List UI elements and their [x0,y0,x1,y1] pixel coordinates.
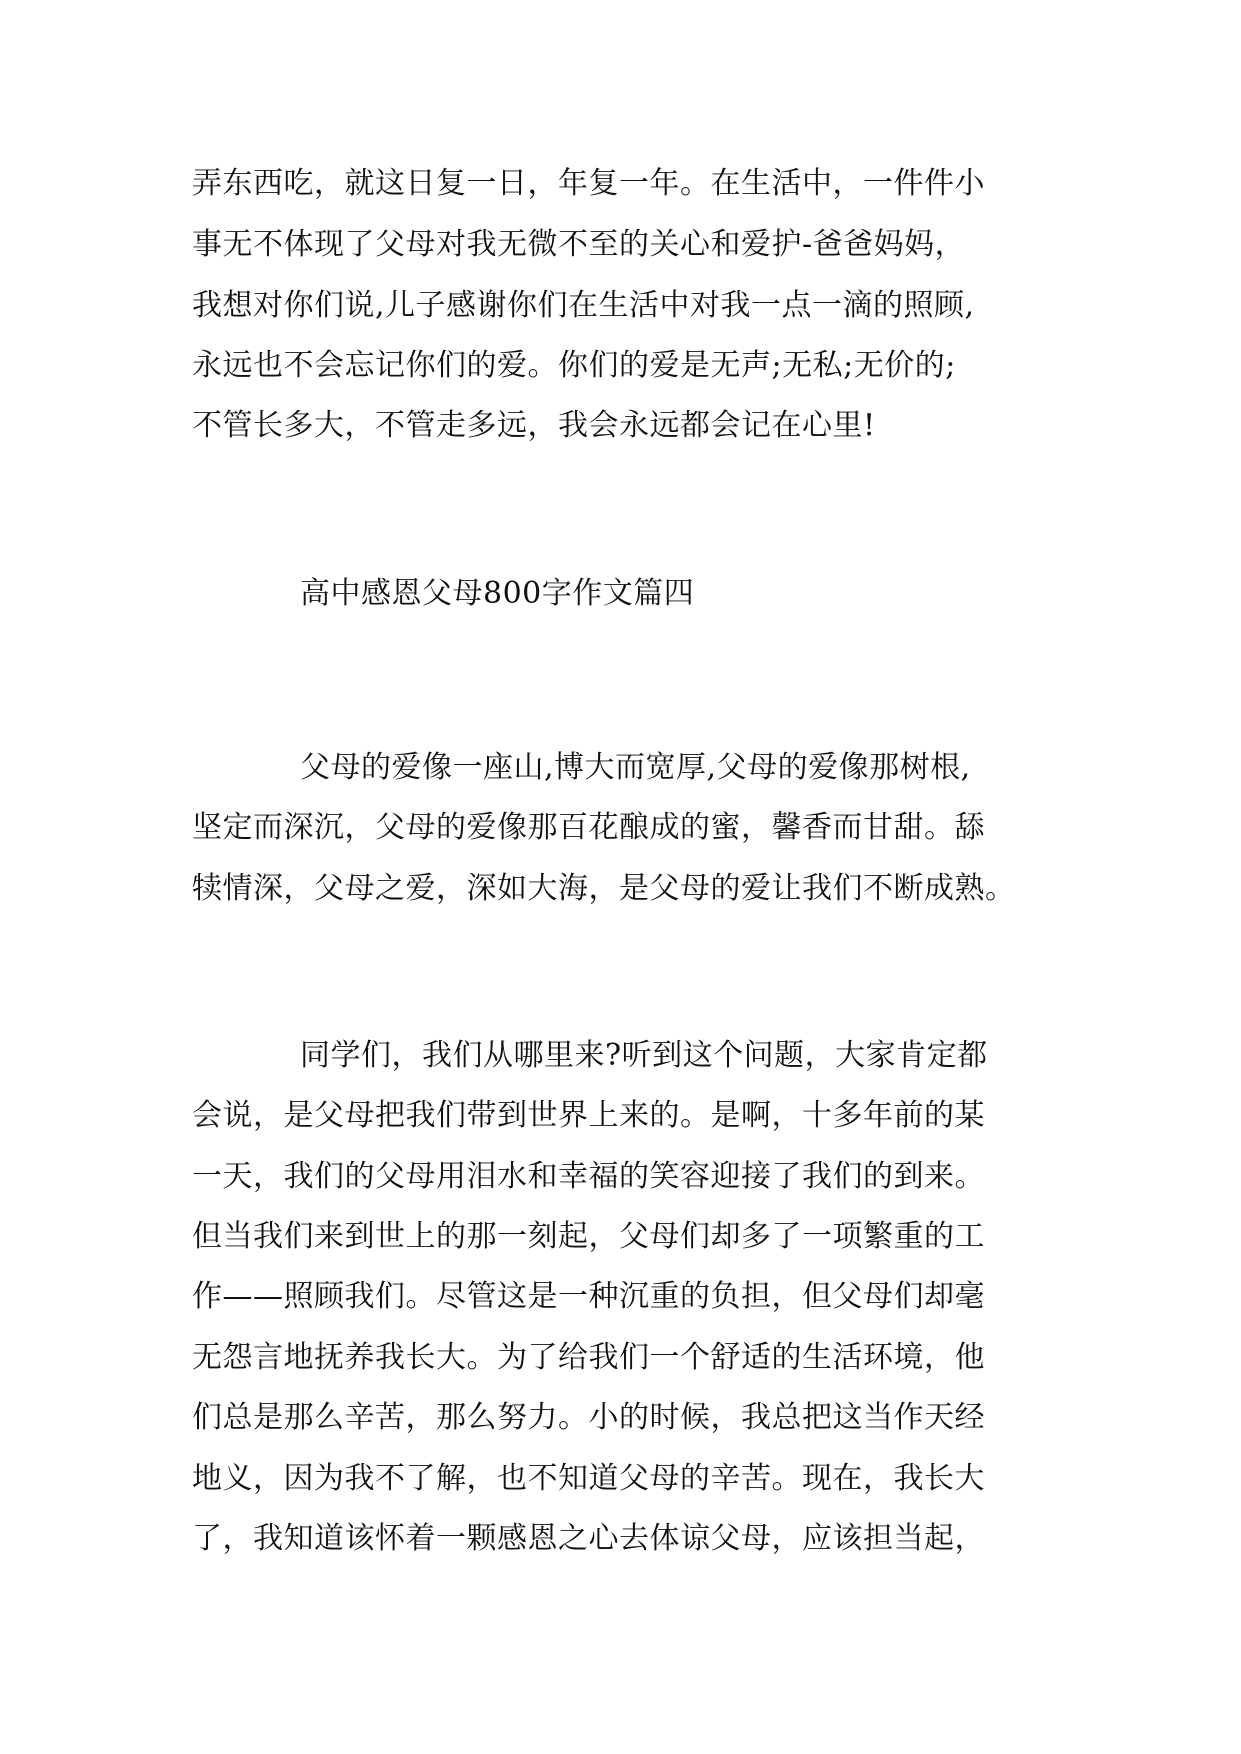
section-heading: 高中感恩父母800字作文篇四 [300,576,695,611]
paragraph-3-line-7: 们总是那么辛苦，那么努力。小的时候，我总把这当作天经 [192,1400,985,1435]
paragraph-2-line-1: 父母的爱像一座山,博大而宽厚,父母的爱像那树根, [300,750,971,785]
paragraph-3-line-6: 无怨言地抚养我长大。为了给我们一个舒适的生活环境，他 [192,1340,985,1375]
paragraph-1-line-3: 我想对你们说,儿子感谢你们在生活中对我一点一滴的照顾, [192,288,975,323]
paragraph-2-line-3: 犊情深，父母之爱，深如大海，是父母的爱让我们不断成熟。 [192,871,1016,906]
paragraph-1-line-2: 事无不体现了父母对我无微不至的关心和爱护-爸爸妈妈， [192,227,966,262]
paragraph-2-line-2: 坚定而深沉，父母的爱像那百花酿成的蜜，馨香而甘甜。舔 [192,810,985,845]
paragraph-1-line-4: 永远也不会忘记你们的爱。你们的爱是无声;无私;无价的; [192,348,956,383]
paragraph-3-line-1: 同学们，我们从哪里来?听到这个问题，大家肯定都 [300,1038,988,1073]
paragraph-1-line-5: 不管长多大，不管走多远，我会永远都会记在心里! [192,408,876,443]
paragraph-3-line-4: 但当我们来到世上的那一刻起，父母们却多了一项繁重的工 [192,1219,985,1254]
paragraph-3-line-8: 地义，因为我不了解，也不知道父母的辛苦。现在，我长大 [192,1461,985,1496]
paragraph-3-line-2: 会说，是父母把我们带到世界上来的。是啊，十多年前的某 [192,1098,985,1133]
paragraph-3-line-9: 了，我知道该怀着一颗感恩之心去体谅父母，应该担当起， [192,1521,985,1556]
paragraph-3-line-3: 一天，我们的父母用泪水和幸福的笑容迎接了我们的到来。 [192,1159,985,1194]
paragraph-3-line-5: 作——照顾我们。尽管这是一种沉重的负担，但父母们却毫 [192,1279,985,1314]
paragraph-1-line-1: 弄东西吃，就这日复一日，年复一年。在生活中，一件件小 [192,166,985,201]
